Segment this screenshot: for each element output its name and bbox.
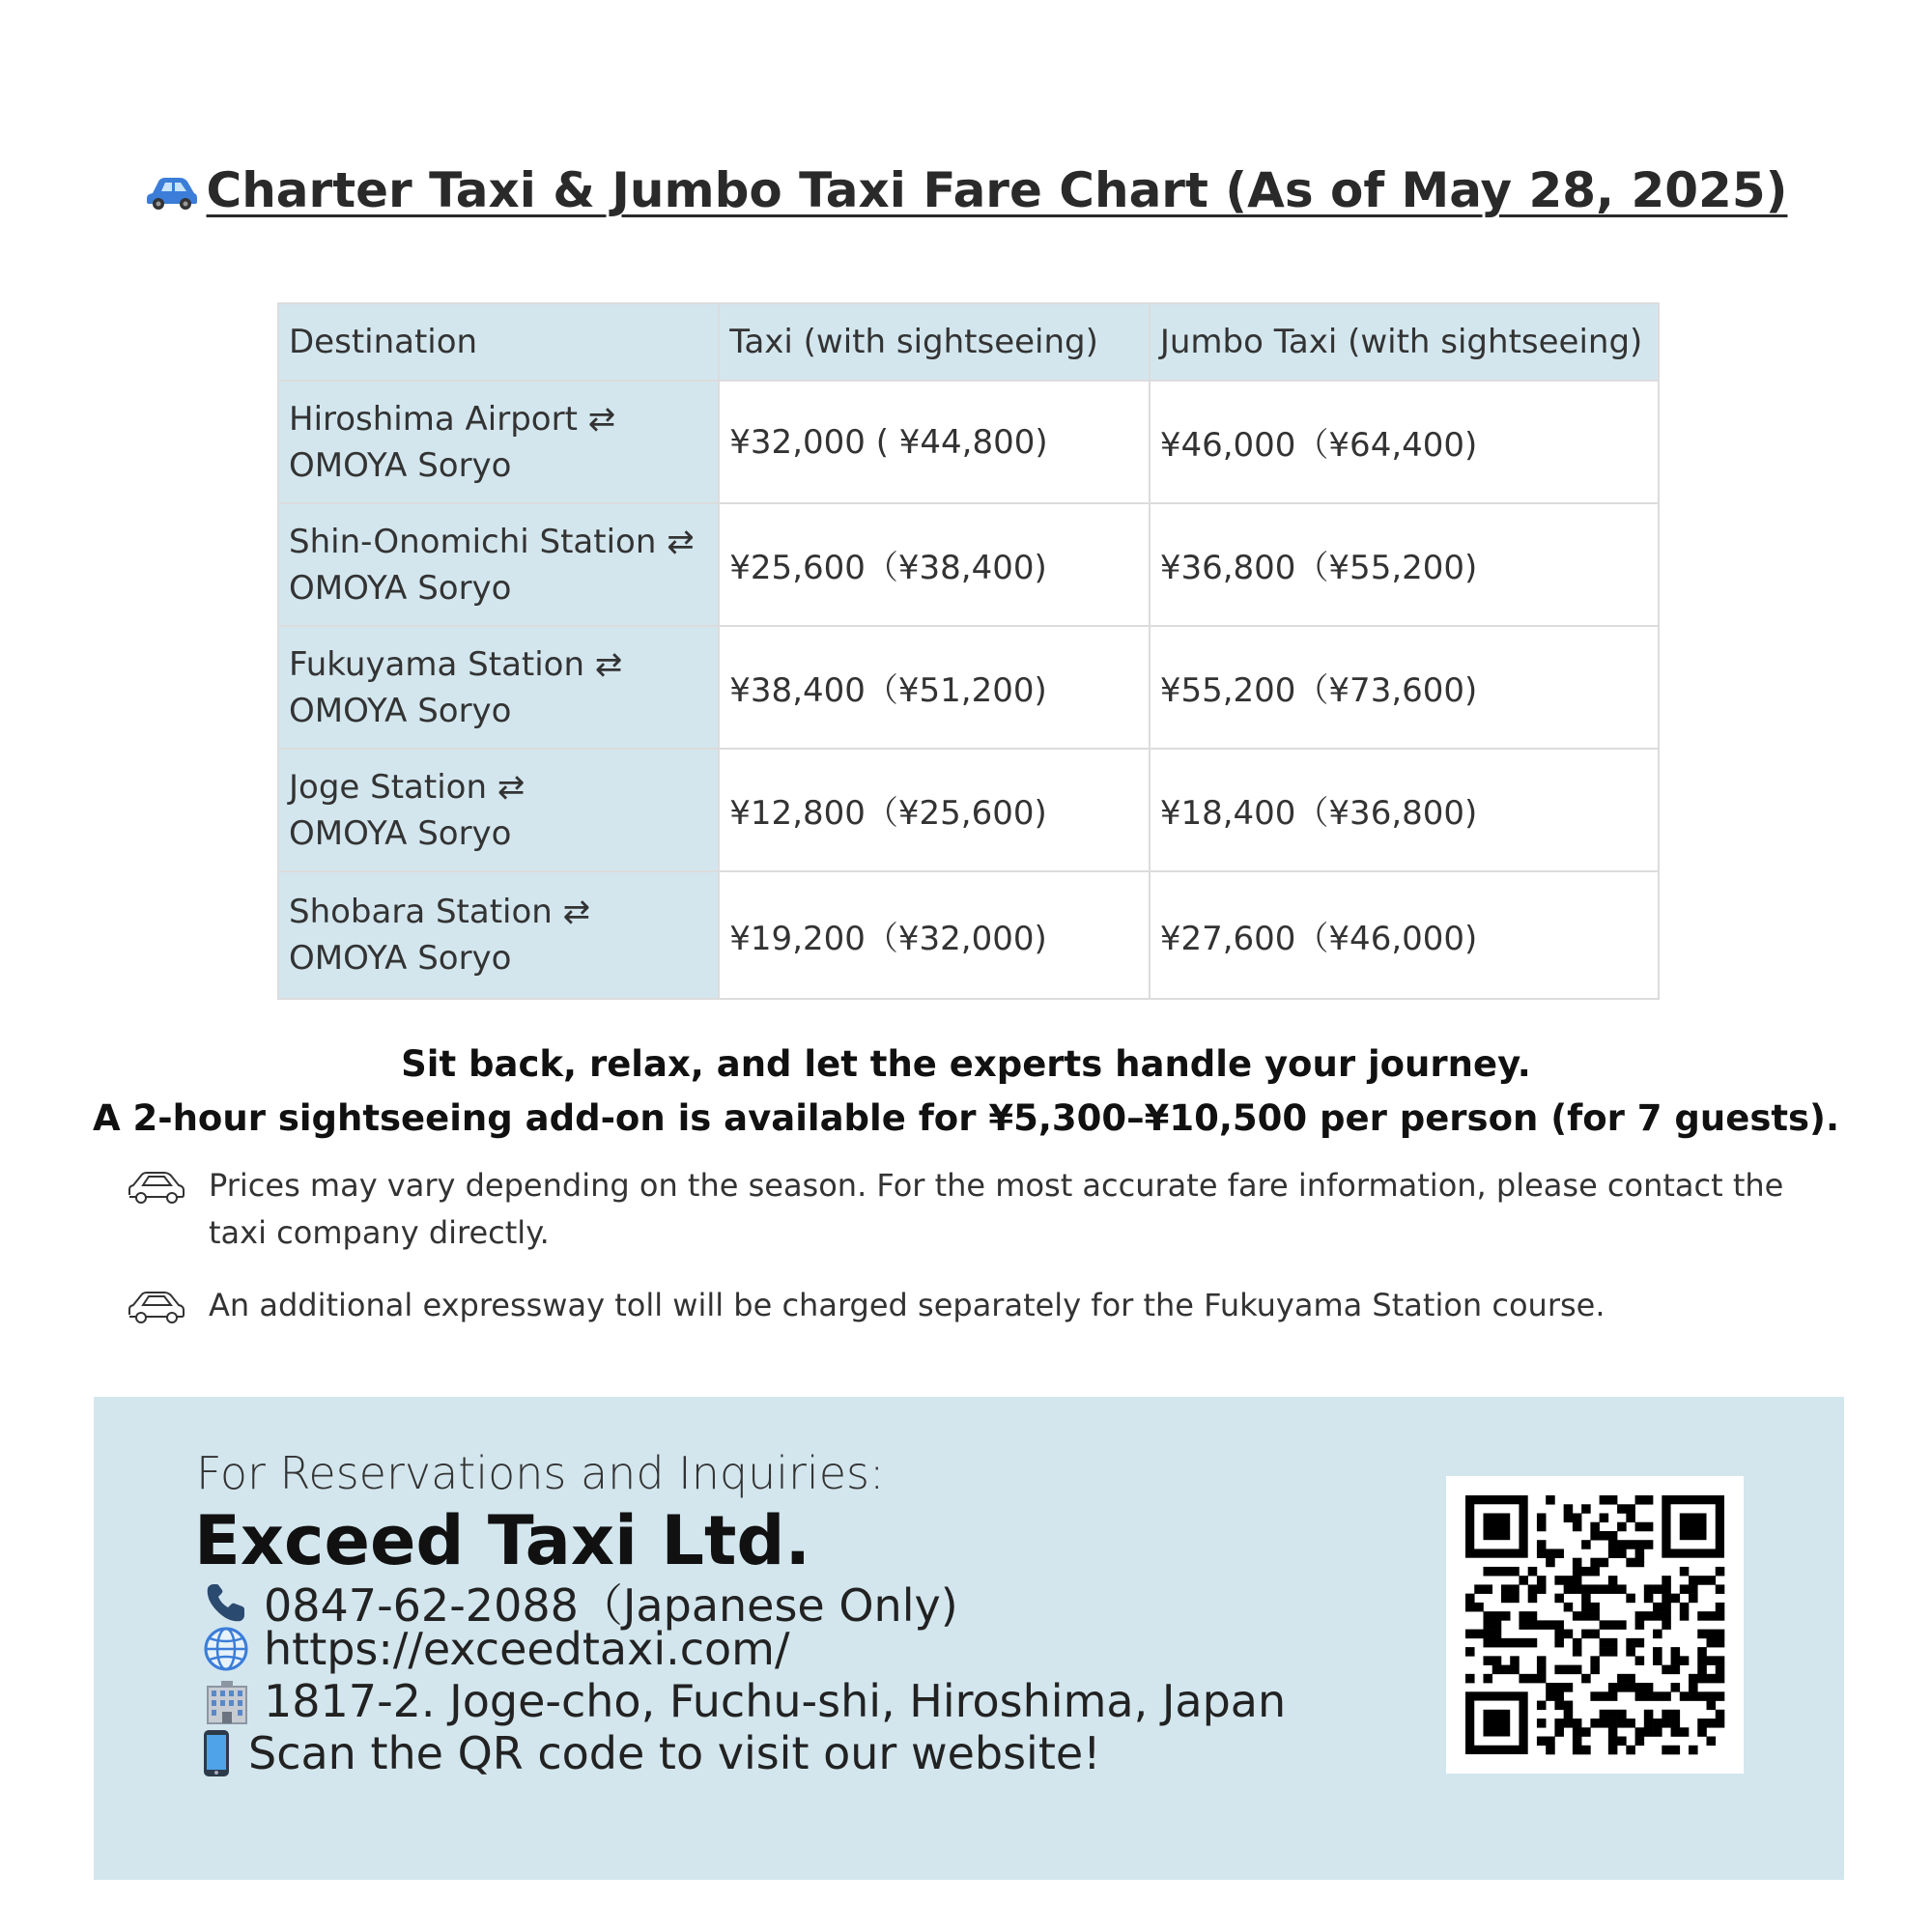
qr-instruction-text: Scan the QR code to visit our website! xyxy=(248,1727,1101,1779)
mobile-phone-icon xyxy=(194,1729,239,1777)
destination-cell xyxy=(278,381,719,503)
table-row xyxy=(278,626,1659,749)
qr-code-graphic xyxy=(1446,1476,1744,1774)
taxi-fare-cell: ¥38,400（¥51,200) xyxy=(719,626,1150,749)
destination-origin: Fukuyama Station ⇄ xyxy=(289,644,623,684)
taxi-fare-cell: ¥32,000 ( ¥44,800) xyxy=(719,381,1150,503)
jumbo-fare-cell: ¥27,600（¥46,000) xyxy=(1150,871,1659,999)
phone-icon xyxy=(202,1578,254,1627)
header-jumbo-taxi: Jumbo Taxi (with sightseeing) xyxy=(1150,303,1659,381)
fare-table xyxy=(277,302,1660,1000)
note-text: Prices may vary depending on the season. For the most accurate fare information, please contact the taxi company directly. xyxy=(209,1167,1784,1251)
destination-cell xyxy=(278,626,719,749)
destination-cell xyxy=(278,503,719,626)
note-text: An additional expressway toll will be charged separately for the Fukuyama Station course. xyxy=(209,1287,1605,1323)
tagline: Sit back, relax, and let the experts handle your journey. xyxy=(401,1043,1531,1085)
destination-target: OMOYA Soryo xyxy=(289,939,512,978)
car-outline-icon xyxy=(126,1290,187,1326)
car-outline-icon xyxy=(126,1170,187,1207)
qr-instruction-line xyxy=(194,1727,1101,1779)
jumbo-fare-cell: ¥36,800（¥55,200) xyxy=(1150,503,1659,626)
destination-origin: Shobara Station ⇄ xyxy=(289,893,591,931)
header-destination: Destination xyxy=(278,303,719,381)
contact-panel xyxy=(94,1397,1844,1880)
destination-origin: Joge Station ⇄ xyxy=(289,767,526,807)
phone-number[interactable]: 0847-62-2088（Japanese Only) xyxy=(264,1579,958,1632)
note-item xyxy=(126,1282,1826,1329)
jumbo-fare-cell: ¥46,000（¥64,400) xyxy=(1150,381,1659,503)
title-text: Charter Taxi & Jumbo Taxi Fare Chart (As of May 28, 2025) xyxy=(206,162,1788,218)
jumbo-fare-cell: ¥55,200（¥73,600) xyxy=(1150,626,1659,749)
table-row xyxy=(278,749,1659,871)
page-title xyxy=(0,162,1932,218)
jumbo-fare-cell: ¥18,400（¥36,800) xyxy=(1150,749,1659,871)
globe-icon xyxy=(202,1625,254,1673)
car-emoji-icon xyxy=(145,172,199,211)
website-line xyxy=(202,1623,789,1675)
table-row xyxy=(278,503,1659,626)
website-link[interactable]: https://exceedtaxi.com/ xyxy=(264,1623,790,1675)
address-text: 1817-2. Joge-cho, Fuchu-shi, Hiroshima, Japan xyxy=(264,1675,1287,1727)
table-header-row xyxy=(278,303,1659,381)
company-name: Exceed Taxi Ltd. xyxy=(194,1501,811,1580)
destination-origin: Shin-Onomichi Station ⇄ xyxy=(289,522,695,561)
contact-lead: For Reservations and Inquiries: xyxy=(196,1447,885,1499)
table-row xyxy=(278,381,1659,503)
destination-target: OMOYA Soryo xyxy=(289,691,512,730)
destination-target: OMOYA Soryo xyxy=(289,813,512,853)
qr-code[interactable] xyxy=(1446,1476,1744,1774)
destination-cell xyxy=(278,749,719,871)
table-row xyxy=(278,871,1659,999)
destination-origin: Hiroshima Airport ⇄ xyxy=(289,399,616,439)
header-taxi: Taxi (with sightseeing) xyxy=(719,303,1150,381)
note-item xyxy=(126,1162,1826,1257)
taxi-fare-cell: ¥19,200（¥32,000) xyxy=(719,871,1150,999)
destination-target: OMOYA Soryo xyxy=(289,445,512,485)
destination-cell xyxy=(278,871,719,999)
destination-target: OMOYA Soryo xyxy=(289,568,512,608)
address-line xyxy=(202,1675,1286,1727)
sightseeing-addon-note: A 2-hour sightseeing add-on is available for ¥5,300–¥10,500 per person (for 7 guests). xyxy=(92,1097,1840,1139)
taxi-fare-cell: ¥25,600（¥38,400) xyxy=(719,503,1150,626)
taxi-fare-cell: ¥12,800（¥25,600) xyxy=(719,749,1150,871)
office-building-icon xyxy=(202,1677,254,1725)
